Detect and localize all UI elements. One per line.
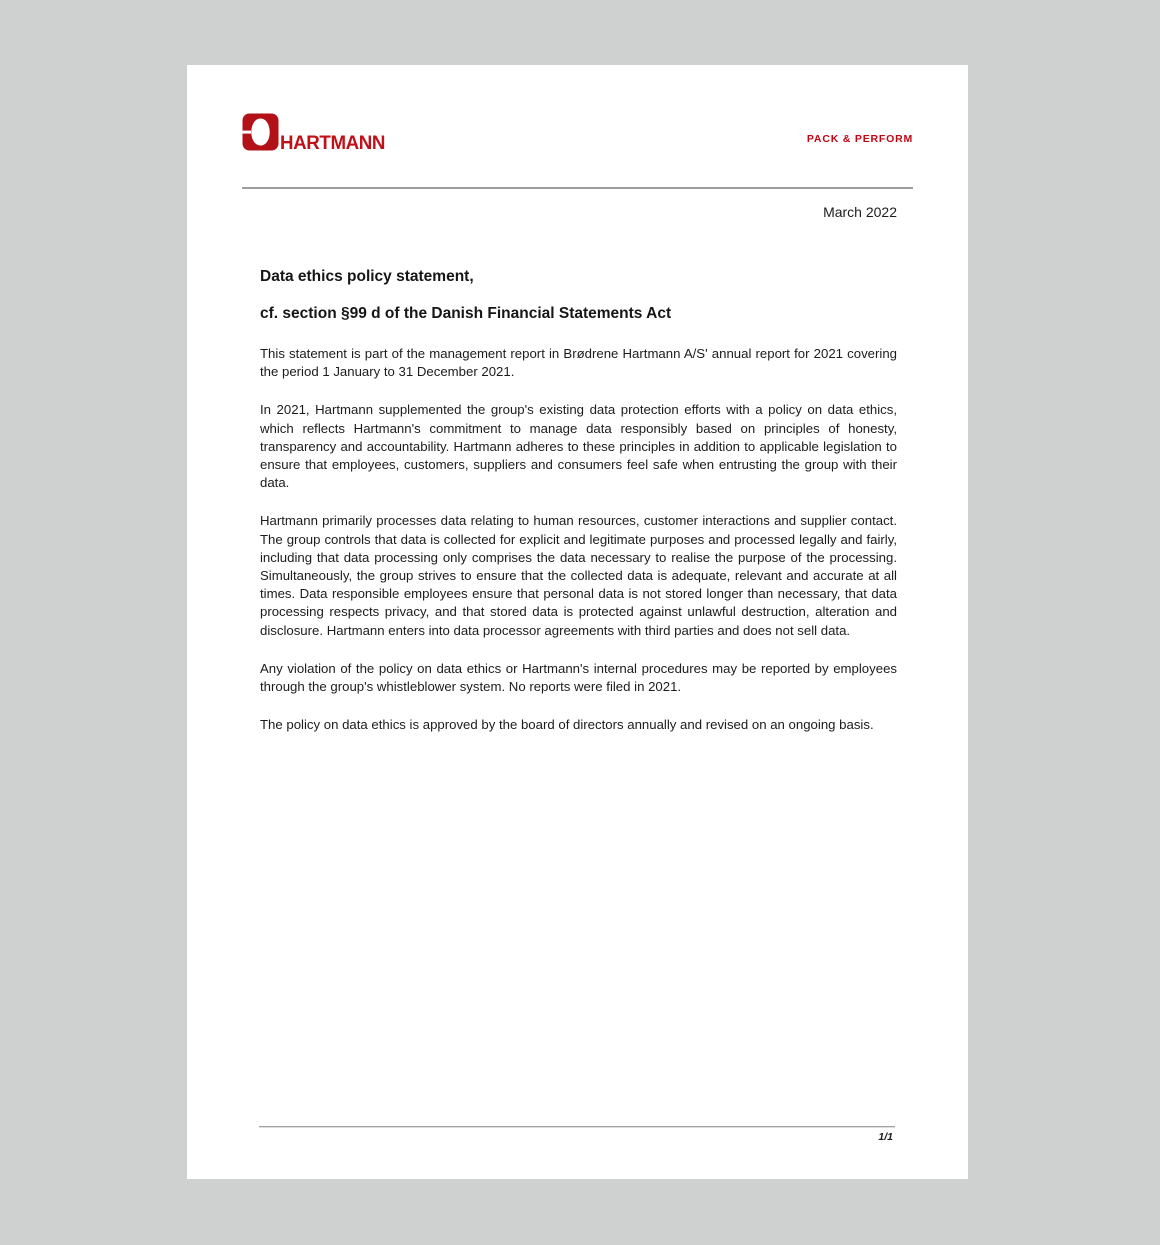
hartmann-egg-icon [242, 113, 279, 151]
footer-divider [259, 1126, 895, 1128]
page-number: 1/1 [878, 1131, 893, 1143]
header-divider [242, 187, 913, 189]
document-date: March 2022 [823, 204, 897, 220]
document-title-line1: Data ethics policy statement, [260, 268, 474, 285]
paragraph-board-approval: The policy on data ethics is approved by the board of directors annually and revised on an ongoing basis. [260, 717, 874, 733]
paragraph-data-processing: Hartmann primarily processes data relating to human resources, customer interactions and supplier contact. The group controls that data is collected for explicit and legitimate purposes and processed legally and fairly, including that data processing only comprises the data necessary to realise the purpose of the processing. Simultaneously, the group strives to ensure that the collected data is adequate, relevant and accurate at all times. Data responsible employees ensure that personal data is not stored longer than necessary, that data processing respects privacy, and that stored data is protected against unlawful destruction, alteration and disclosure. Hartmann enters into data processor agreements with third parties and does not sell data. [260, 513, 897, 638]
paragraph-policy-adoption: In 2021, Hartmann supplemented the group's existing data protection efforts with a policy on data ethics, which reflects Hartmann's commitment to manage data responsibly based on principles of honesty, transparency and accountability. Hartmann adheres to these principles in addition to applicable legislation to ensure that employees, customers, suppliers and consumers feel safe when entrusting the group with their data. [260, 402, 897, 491]
hartmann-wordmark: HARTMANN [280, 131, 386, 154]
document-body [260, 268, 897, 754]
paragraph-whistleblower: Any violation of the policy on data ethics or Hartmann's internal procedures may be reported by employees through the group's whistleblower system. No reports were filed in 2021. [260, 660, 897, 695]
paragraph-intro: This statement is part of the management report in Brødrene Hartmann A/S' annual report for 2021 covering the period 1 January to 31 December 2021. [260, 346, 897, 380]
document-title-line2: cf. section §99 d of the Danish Financial Statements Act [260, 305, 672, 322]
document-page [187, 65, 968, 1179]
hartmann-logo [242, 113, 389, 154]
brand-tagline: PACK & PERFORM [806, 133, 913, 145]
